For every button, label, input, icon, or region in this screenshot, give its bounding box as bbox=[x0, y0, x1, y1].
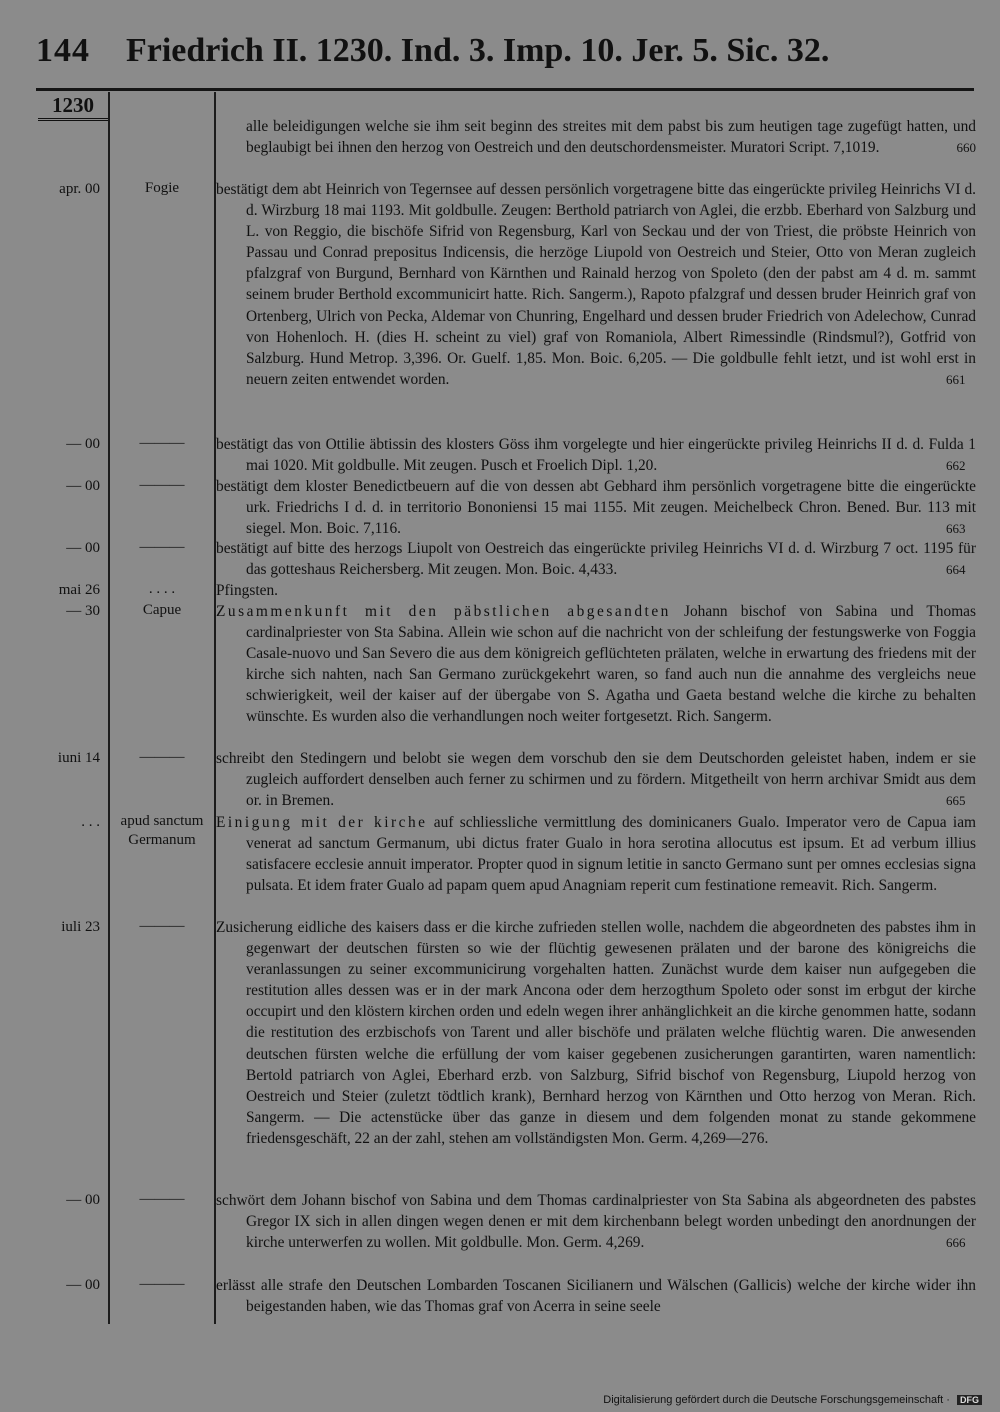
entry-place: ——— bbox=[139, 749, 185, 765]
entry-date: — 00 bbox=[66, 478, 100, 494]
page-header bbox=[36, 32, 916, 76]
entry-number: 660 bbox=[956, 140, 976, 156]
entry-date: iuni 14 bbox=[57, 750, 100, 766]
entry-place: . . . . bbox=[148, 581, 176, 597]
entry-date: — 30 bbox=[66, 603, 100, 619]
entry-place: Fogie bbox=[144, 180, 180, 196]
entry-date: — 00 bbox=[66, 1277, 100, 1293]
entry-date: — 00 bbox=[66, 540, 100, 556]
entry-text: schreibt den Stedingern und belobt sie wegen dem vorschub den sie dem Deutschorden geleistet haben, indem er sie zugleich auffordert denselben auch ferner zu schirmen und zu fördern. Mitgetheilt von herrn archivar Smidt aus dem or. in Bremen. 665 bbox=[216, 750, 976, 810]
column-divider-date bbox=[108, 92, 110, 1324]
entry-text: schwört dem Johann bischof von Sabina und dem Thomas cardinalpriester von Sta Sabina als abgeordneten des pabstes Gregor IX sich in allen dingen wegen denen er mit dem kirchenbann belegt worden unbedingt den anordnungen der kirche unterwerfen zu wollen. Mit goldbulle. Mon. Germ. 4,269. 666 bbox=[216, 1192, 976, 1252]
entry-text: bestätigt dem kloster Benedictbeuern auf die von dessen abt Gebhard ihm persönlich vorgetragene bitte die eingerückte urk. Friedrichs I d. d. in territorio Bononiensi 15 mai 1155. Mit zeugen. Meichelbeck Chron. Bened. Bur. 113 mit siegel. Mon. Boic. 7,116. 663 bbox=[216, 478, 976, 538]
entry-text: Pfingsten. bbox=[216, 582, 278, 599]
entry-text: alle beleidigungen welche sie ihm seit beginn des streites mit dem pabst bis zum heutigen tage zugefügt hatten, und beglaubigt bei ihnen den herzog von Oestreich und den deutschordensmeister. Muratori Script. 7,1019. 660 bbox=[216, 116, 976, 158]
running-title: Friedrich II. 1230. Ind. 3. Imp. 10. Jer. 5. Sic. 32. bbox=[126, 32, 830, 69]
entry-text: Zusicherung eidliche des kaisers dass er die kirche zufrieden stellen wolle, nachdem die abgeordneten des pabstes ihm in gegenwart der deutschen fürsten so wie der flüchtig gewesenen prälaten und der barone des königreichs die veranlassungen zu seiner excommunicirung vorgehalten hatten. Zunächst wurde dem kaiser nun aufgegeben die restitution alles dessen was er in der mark Ancona oder dem herzogthum Spoleto oder sonst im erbgut der kirche occupirt und den klöstern kirchen orden und edeln wegen ihrer anhänglichkeit an die kirche genommen hatte, sodann die restitution des erzbischofs von Tarent und aller bischöfe und prälaten welche flüchtig waren. Die anwesenden deutschen fürsten welche die erfüllung der vom kaiser gegebenen zusicherungen garantirten, waren namentlich: Bertold patriarch von Aglei, Eberhard erzb. von Salzburg, Sifrid bischof von Regensburg, Liupold herzog von Oestreich und Steier (zuletzt tödtlich krank), Bernhard herzog von Kärnthen und Otto herzog von Meran. Rich. Sangerm. — Die actenstücke über das ganze in diesem und dem folgenden monat zu stande gekommene friedensgeschäft, 22 an der zahl, stehen am vollständigsten Mon. Germ. 4,269—276. bbox=[216, 919, 976, 1147]
entry-place: ——— bbox=[139, 539, 185, 555]
funding-footer: Digitalisierung gefördert durch die Deutsche Forschungsgemeinschaft · DFG bbox=[603, 1394, 982, 1406]
entry-place: ——— bbox=[139, 1276, 185, 1292]
year-label: 1230 bbox=[38, 94, 108, 121]
header-rule bbox=[36, 88, 974, 91]
entry-text: erlässt alle strafe den Deutschen Lombarden Toscanen Sicilianern und Wälschen (Gallicis) welche der kirche wider ihn beigestanden haben, wie das Thomas graf von Acerra in seine seele bbox=[216, 1277, 976, 1316]
entry-date: . . . bbox=[81, 814, 100, 830]
entry-date: apr. 00 bbox=[59, 181, 100, 197]
entry-place: ——— bbox=[139, 918, 185, 934]
entry-date: — 00 bbox=[66, 1192, 100, 1208]
entry-text: bestätigt das von Ottilie äbtissin des klosters Göss ihm vorgelegte und hier eingerückte privileg Heinrichs II d. d. Fulda 1 mai 1020. Mit goldbulle. Mit zeugen. Pusch et Froelich Dipl. 1,20. 662 bbox=[216, 436, 976, 475]
footer-text: Digitalisierung gefördert durch die Deutsche Forschungsgemeinschaft bbox=[603, 1394, 944, 1406]
page-number: 144 bbox=[36, 32, 90, 69]
entry-place: ——— bbox=[139, 1191, 185, 1207]
dfg-logo: DFG bbox=[957, 1395, 982, 1405]
entry-place: Capue bbox=[142, 602, 182, 618]
entry-date: — 00 bbox=[66, 436, 100, 452]
entry-date: iuli 23 bbox=[61, 919, 100, 935]
entry-text: Einigung mit der kirche auf schliessliche vermittlung des dominicaners Gualo. Imperator vero de Capua iam venerat ad sanctum Germanum, ubi dictus frater Gualo in hora serotina allocutus est ipsum. Et ad verbum illius satisfacere ecclesie annuit imperator. Propter quod in signum letitie in sancto Germano sunt per omnes ecclesias signa pulsata. Et idem frater Gualo ad papam quem apud Anagniam reperit cum festinatione remeavit. Rich. Sangerm. bbox=[216, 814, 976, 895]
entry-place: ——— bbox=[139, 435, 185, 451]
entry-text: bestätigt auf bitte des herzogs Liupolt von Oestreich das eingerückte privileg Heinrichs VI d. d. Wirzburg 7 oct. 1195 für das gotteshaus Reichersberg. Mit zeugen. Mon. Boic. 4,433. 664 bbox=[216, 540, 976, 579]
entry-date: mai 26 bbox=[58, 582, 100, 598]
entry-place: apud sanctum Germanum bbox=[120, 813, 204, 848]
entry-place: ——— bbox=[139, 477, 185, 493]
entry-text: bestätigt dem abt Heinrich von Tegernsee auf dessen persönlich vorgetragene bitte das eingerückte privileg Heinrichs VI d. d. Wirzburg 18 mai 1193. Mit goldbulle. Zeugen: Berthold patriarch von Aglei, die erzbb. Eberhard von Salzburg und L. von Reggio, die bischöfe Sifrid von Regensburg, Karl von Seckau und der von Triest, die pröbste Heinrich von Passau und Conrad prepositus Indicensis, die herzöge Liupold von Oestreich und Steier, Otto von Meran zugleich pfalzgraf von Burgund, Bernhard von Kärnthen und Rainald herzog von Spoleto (den der pabst am 4 d. m. sammt seinem bruder Berthold excommunicirt hatte. Rich. Sangerm.), Rapoto pfalzgraf und dessen bruder Heinrich graf von Ortenberg, Ulrich von Pecka, Aldemar von Chunring, Engelhard und dessen bruder Friedrich von Adelechow, Cunrad von Hohenloch. H. (dies H. scheint zu viel) graf von Romaniola, Albert Rimessindle (Rindsmul?), Gotfrid von Salzburg. Hund Metrop. 3,396. Or. Guelf. 1,85. Mon. Boic. 6,205. — Die goldbulle fehlt ietzt, und ist wohl erst in neuern zeiten entwendet worden. 661 bbox=[216, 181, 976, 388]
entry-text: Zusammenkunft mit den päbstlichen abgesandten Johann bischof von Sabina und Thomas cardinalpriester von Sta Sabina. Allein wie schon auf die nachricht von der schleifung der festungswerke von Foggia Casale-nuovo und San Severo die aus dem königreich geflüchteten prälaten, welche in erwartung des friedens mit der kirche sich nahten, nach San Germano zurückgekehrt waren, so fand auch nun die annahme des vergleichs neue schwierigkeit, weil der kaiser auf der übergabe von S. Agatha und Gaeta bestand welche die kirche zu behalten wünschte. Es wurden also die verhandlungen noch weiter fortgesetzt. Rich. Sangerm. bbox=[216, 603, 976, 726]
